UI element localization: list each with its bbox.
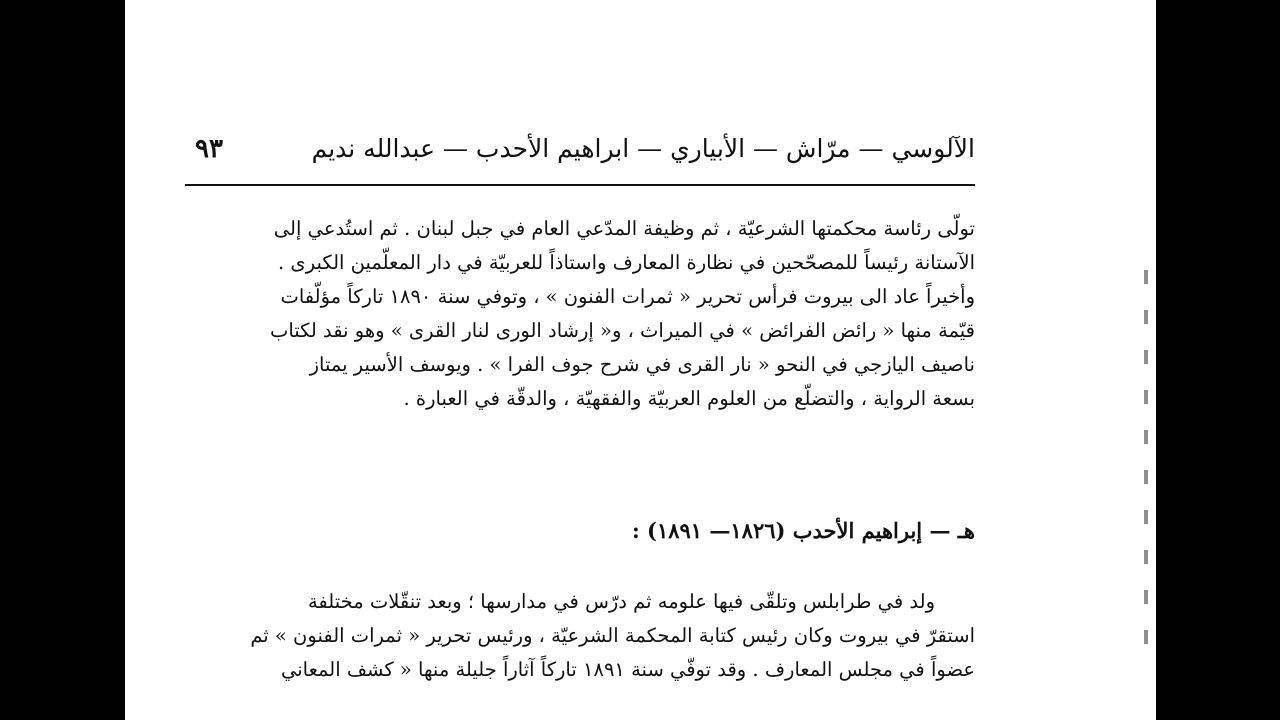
- text-line: قيّمة منها « رائض الفرائض » في الميراث ، و« إرشاد الورى لنار القرى » وهو نقد لكتاب: [269, 319, 975, 342]
- text-line: وأخيراً عاد الى بيروت فرأس تحرير « ثمرات الفنون » ، وتوفي سنة ١٨٩٠ تاركاً مؤلّفات: [280, 285, 975, 308]
- section-heading: هـ — إبراهيم الأحدب (١٨٢٦— ١٨٩١) :: [631, 518, 975, 543]
- text-line: ولد في طرابلس وتلقّى فيها علومه ثم درّس في مدارسها ؛ وبعد تنقّلات مختلفة: [307, 590, 935, 613]
- running-head-title: الآلوسي — مرّاش — الأبياري — ابراهيم الأحدب — عبدالله نديم: [311, 134, 975, 163]
- running-head: [185, 128, 975, 182]
- text-line: الآستانة رئيساً للمصحّحين في نظارة المعارف واستاذاً للعربيّة في دار المعلّمين الكبرى .: [278, 251, 975, 274]
- page-number: ٩٣: [195, 134, 223, 164]
- scan-edge-marks: [1144, 270, 1150, 700]
- text-line: استقرّ في بيروت وكان رئيس كتابة المحكمة الشرعيّة ، ورئيس تحرير « ثمرات الفنون » ثم: [250, 624, 975, 647]
- paragraph-2: [185, 585, 975, 687]
- text-line: ناصيف اليازجي في النحو « نار القرى في شرح جوف الفرا » . ويوسف الأسير يمتاز: [309, 353, 975, 376]
- text-line: عضواً في مجلس المعارف . وقد توفّي سنة ١٨٩١ تاركاً آثاراً جليلة منها « كشف المعاني: [280, 658, 975, 681]
- header-rule: [185, 184, 975, 186]
- paragraph-1: [185, 212, 975, 416]
- text-line: بسعة الرواية ، والتضلّع من العلوم العربيّة والفقهيّة ، والدقّة في العبارة .: [403, 387, 975, 410]
- text-line: تولّى رئاسة محكمتها الشرعيّة ، ثم وظيفة المدّعي العام في جبل لبنان . ثم استُدعي إلى: [273, 217, 975, 240]
